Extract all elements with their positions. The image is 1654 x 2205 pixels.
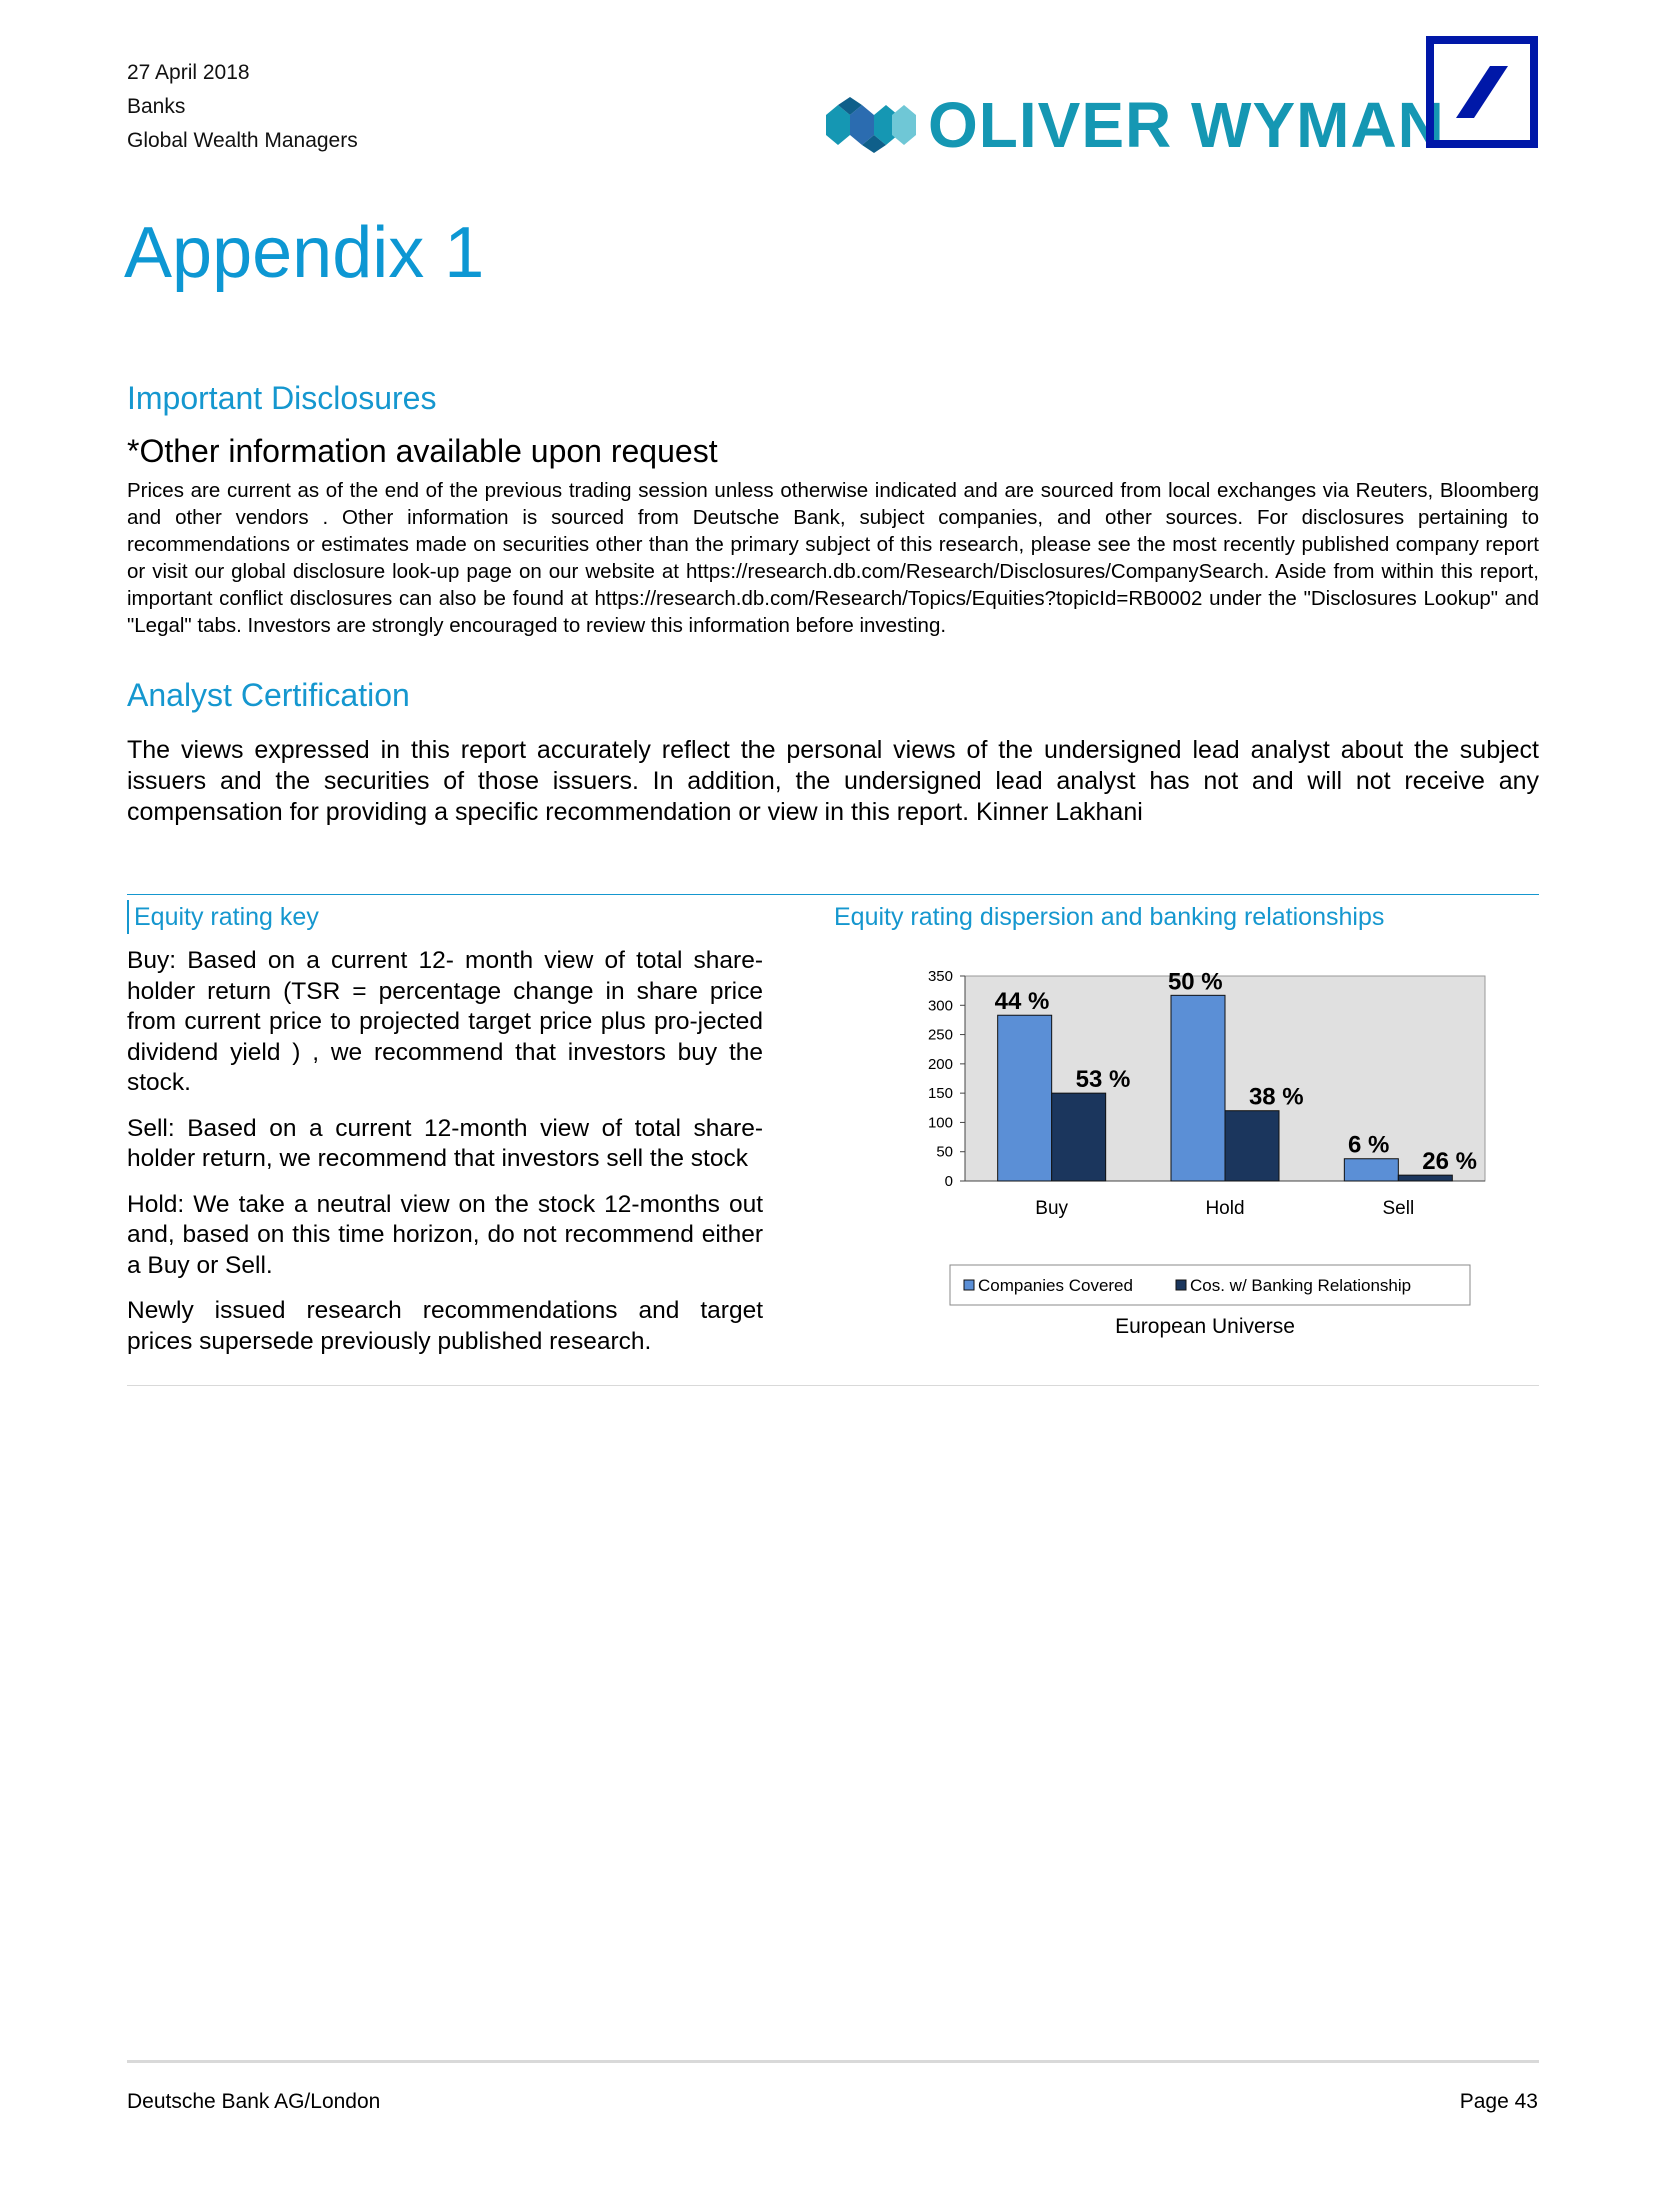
footer-page-number: Page 43 [1459,2090,1538,2113]
report-date: 27 April 2018 [127,61,250,84]
y-tick-label: 350 [927,968,953,985]
legend-label: Cos. w/ Banking Relationship [1190,1276,1412,1295]
section-divider [127,894,1539,895]
oliver-wyman-mark-icon [826,95,916,155]
disclosures-subheading: *Other information available upon request [127,433,718,469]
rating-key-buy: Buy: Based on a current 12- month view of total share-holder return (TSR = percentage change in share price from current price to projected target price plus pro-jected dividend yield ) , we recommend that investors buy the stock. [127,947,763,1096]
rating-key-hold: Hold: We take a neutral view on the stock 12-months out and, based on this time horizon, do not recommend either a Buy or Sell. [127,1190,763,1279]
rating-key-sell: Sell: Based on a current 12-month view of total share-holder return, we recommend that investors sell the stock [127,1114,763,1172]
legend-swatch [964,1280,974,1290]
disclosures-heading: Important Disclosures [127,380,437,416]
x-axis-title: European Universe [1115,1315,1295,1338]
oliver-wyman-wordmark: OLIVER WYMAN [928,89,1445,161]
certification-body: The views expressed in this report accurately reflect the personal views of the undersigned lead analyst about the subject issuers and the securities of those issuers. In addition, the undersigned lead analyst has not and will not receive any compensation for providing a specific recommendation or view in this report. Kinner Lakhani [127,736,1539,826]
data-label: 6 % [1347,1131,1390,1159]
data-label: 50 % [1167,968,1223,996]
bar-sell-banking [1398,1175,1452,1181]
rating-key-note: Newly issued research recommendations and target prices supersede previously published research. [127,1297,763,1355]
report-sector: Banks [127,95,186,118]
x-tick-label: Buy [1035,1198,1069,1219]
disclosures-body: Prices are current as of the end of the previous trading session unless otherwise indicated and are sourced from local exchanges via Reuters, Bloomberg and other vendors . Other information is sourced from Deutsche Bank, subject companies, and other sources. For disclosures pertaining to recommendations or estimates made on securities other than the primary subject of this research, please see the most recently published company report or visit our global disclosure look-up page on our website at https://research.db.com/Research/Disclosures/CompanySearch. Aside from within this report, important conflict disclosures can also be found at https://research.db.com/Research/Topics/Equities?topicId=RB0002 under the "Disclosures Lookup" and "Legal" tabs. Investors are strongly encouraged to review this information before investing. [127,479,1539,637]
y-tick-label: 150 [927,1085,953,1103]
y-tick-label: 250 [927,1026,953,1044]
bar-sell-covered [1344,1159,1398,1181]
certification-heading: Analyst Certification [127,677,410,713]
y-tick-label: 200 [927,1055,953,1073]
report-meta [127,56,358,158]
data-label: 26 % [1422,1148,1477,1176]
rating-key-text [127,946,763,1372]
bar-buy-banking [1052,1093,1106,1181]
bar-hold-covered [1171,995,1225,1181]
deutsche-bank-logo-icon [1426,36,1538,148]
report-name: Global Wealth Managers [127,129,358,152]
data-label: 38 % [1248,1083,1304,1111]
y-tick-label: 0 [944,1173,953,1190]
rating-key-title: Equity rating key [127,900,319,934]
rating-dispersion-chart [870,960,1510,1350]
data-label: 44 % [994,988,1050,1016]
dispersion-title: Equity rating dispersion and banking relationships [834,903,1385,931]
footer-divider [127,2060,1539,2063]
x-tick-label: Sell [1382,1198,1415,1219]
legend-label: Companies Covered [978,1276,1133,1295]
oliver-wyman-logo [826,89,1445,161]
footer-publisher: Deutsche Bank AG/London [127,2090,381,2113]
section-bottom-divider [127,1385,1539,1386]
page-title: Appendix 1 [124,213,485,293]
y-tick-label: 100 [927,1114,953,1132]
y-tick-label: 300 [927,997,953,1015]
bar-buy-covered [998,1015,1052,1181]
bar-hold-banking [1225,1111,1279,1181]
y-tick-label: 50 [936,1143,953,1161]
data-label: 53 % [1075,1066,1131,1094]
legend-swatch [1176,1280,1186,1290]
x-tick-label: Hold [1205,1198,1245,1219]
